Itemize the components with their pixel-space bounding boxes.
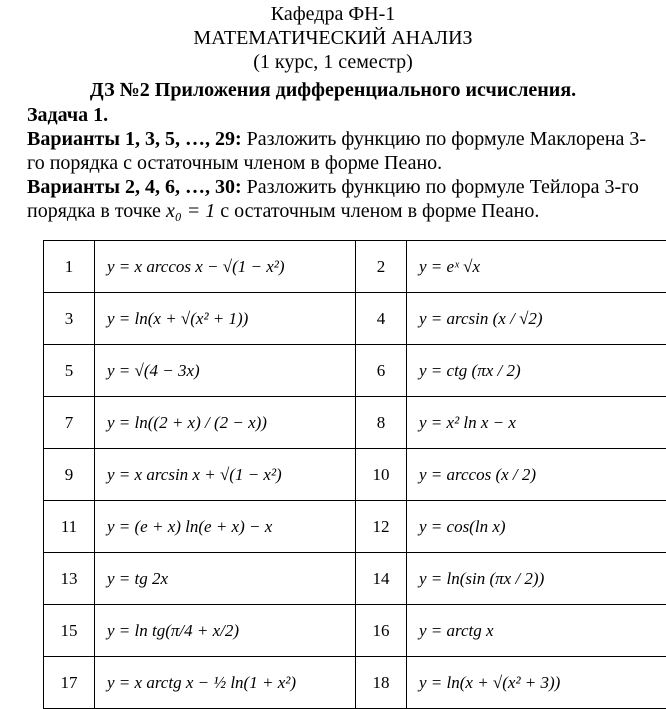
assignment-title: ДЗ №2 Приложения дифференциального исчисления. bbox=[0, 77, 666, 103]
even-variants-instruction-end: с остаточным членом в форме Пеано. bbox=[220, 200, 539, 222]
variant-number: 6 bbox=[356, 345, 407, 397]
variant-formula: y = ln((2 + x) / (2 − x)) bbox=[95, 397, 356, 449]
expansion-point: x₀ = 1 bbox=[166, 200, 215, 222]
table-row bbox=[44, 553, 666, 605]
variant-formula: y = ln(x + √(x² + 3)) bbox=[407, 657, 666, 709]
variant-number: 9 bbox=[44, 449, 95, 501]
variant-number: 16 bbox=[356, 605, 407, 657]
table-row bbox=[44, 605, 666, 657]
table-row bbox=[44, 657, 666, 709]
variant-formula: y = ln(sin (πx / 2)) bbox=[407, 553, 666, 605]
variant-formula: y = ln tg(π/4 + x/2) bbox=[95, 605, 356, 657]
variant-formula: y = ln(x + √(x² + 1)) bbox=[95, 293, 356, 345]
variant-number: 13 bbox=[44, 553, 95, 605]
variant-formula: y = (e + x) ln(e + x) − x bbox=[95, 501, 356, 553]
variant-number: 8 bbox=[356, 397, 407, 449]
variant-number: 2 bbox=[356, 241, 407, 293]
variant-number: 10 bbox=[356, 449, 407, 501]
variant-formula: y = x² ln x − x bbox=[407, 397, 666, 449]
variant-formula: y = cos(ln x) bbox=[407, 501, 666, 553]
table-row bbox=[44, 241, 666, 293]
variant-number: 1 bbox=[44, 241, 95, 293]
table-row bbox=[44, 397, 666, 449]
variant-number: 11 bbox=[44, 501, 95, 553]
variant-formula: y = x arccos x − √(1 − x²) bbox=[95, 241, 356, 293]
task-heading: Задача 1. bbox=[0, 103, 666, 127]
variant-number: 4 bbox=[356, 293, 407, 345]
table-row bbox=[44, 449, 666, 501]
variant-formula: y = arccos (x / 2) bbox=[407, 449, 666, 501]
course-name: МАТЕМАТИЧЕСКИЙ АНАЛИЗ bbox=[0, 26, 666, 50]
variant-formula: y = ctg (πx / 2) bbox=[407, 345, 666, 397]
variant-formula: y = √(4 − 3x) bbox=[95, 345, 356, 397]
table-row bbox=[44, 293, 666, 345]
odd-variants-text bbox=[0, 127, 666, 175]
variant-number: 12 bbox=[356, 501, 407, 553]
table-row bbox=[44, 345, 666, 397]
variant-formula: y = tg 2x bbox=[95, 553, 356, 605]
odd-variants-instruction: Разложить функцию по формуле Маклорена 3-го порядка с остаточным членом в форме Пеано. bbox=[27, 128, 646, 174]
variant-number: 18 bbox=[356, 657, 407, 709]
even-variants-instruction: Разложить функцию по формуле Тейлора 3-го порядка в точке bbox=[27, 176, 639, 222]
variant-number: 3 bbox=[44, 293, 95, 345]
variant-number: 15 bbox=[44, 605, 95, 657]
variant-number: 7 bbox=[44, 397, 95, 449]
variant-number: 14 bbox=[356, 553, 407, 605]
even-variants-label: Варианты 2, 4, 6, …, 30: bbox=[27, 176, 242, 198]
variant-formula: y = arctg x bbox=[407, 605, 666, 657]
variant-formula: y = eˣ √x bbox=[407, 241, 666, 293]
variant-formula: y = x arcsin x + √(1 − x²) bbox=[95, 449, 356, 501]
variant-formula: y = x arctg x − ½ ln(1 + x²) bbox=[95, 657, 356, 709]
even-variants-text bbox=[0, 175, 666, 223]
variants-table bbox=[43, 240, 666, 709]
table-row bbox=[44, 501, 666, 553]
variant-formula: y = arcsin (x / √2) bbox=[407, 293, 666, 345]
department-line: Кафедра ФН-1 bbox=[0, 0, 666, 26]
course-term: (1 курс, 1 семестр) bbox=[0, 50, 666, 74]
variant-number: 17 bbox=[44, 657, 95, 709]
odd-variants-label: Варианты 1, 3, 5, …, 29: bbox=[27, 128, 242, 150]
variant-number: 5 bbox=[44, 345, 95, 397]
